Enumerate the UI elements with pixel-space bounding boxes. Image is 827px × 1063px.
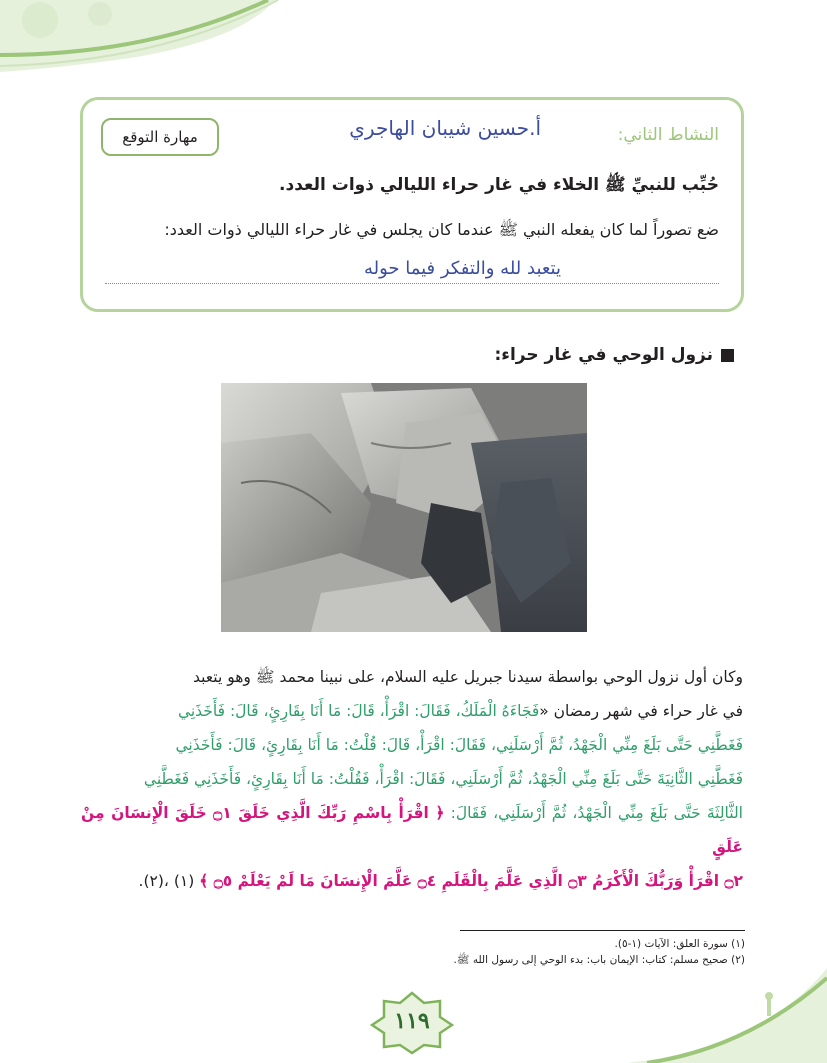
page-number: ١١٩: [394, 1008, 430, 1034]
cave-photo: [221, 383, 587, 632]
hadith-text-2: فَغَطَّنِي حَتَّى بَلَغَ مِنِّي الْجَهْدُ، ثُمَّ أَرْسَلَنِي، فَقَالَ: اقْرَأْ، قَالَ: قُلْتُ: مَا أَنَا بِقَارِئٍ، قَالَ: فَأَخَذَنِي: [175, 736, 743, 754]
answer-text: يتعبد لله والتفكر فيما حوله: [363, 258, 561, 279]
footnote-refs: (١) ،(٢).: [138, 872, 200, 890]
body-line-5: [81, 796, 743, 864]
bottom-right-decoration: [627, 968, 827, 1063]
author-name: أ.حسين شيبان الهاجري: [349, 116, 541, 140]
top-left-decoration: [0, 0, 280, 75]
hadith-text-4: الثَّالِثَةَ حَتَّى بَلَغَ مِنِّي الْجَهْدُ، ثُمَّ أَرْسَلَنِي، فَقَالَ:: [450, 804, 743, 822]
body-line-2-plain: في غار حراء في شهر رمضان «: [539, 702, 743, 720]
body-line-6: [81, 864, 743, 898]
footnote-1: (١) سورة العلق: الآيات (١-٥).: [614, 938, 745, 950]
footnote-divider: [460, 930, 745, 931]
activity-box: [80, 97, 744, 312]
answer-line: [105, 283, 719, 284]
footnote-2: (٢) صحيح مسلم: كتاب: الإيمان باب: بدء الوحي إلى رسول الله ﷺ.: [453, 954, 745, 966]
skill-badge: مهارة التوقع: [101, 118, 219, 156]
body-paragraph: [81, 660, 743, 898]
quran-verse-2: ۝٢ اقْرَأْ وَرَبُّكَ الْأَكْرَمُ ۝٣ الَّذِي عَلَّمَ بِالْقَلَمِ ۝٤ عَلَّمَ الْإِنسَانَ مَا لَمْ يَعْلَمْ ۝٥ ﴾: [199, 872, 743, 890]
activity-question: ضع تصوراً لما كان يفعله النبي ﷺ عندما كان يجلس في غار حراء الليالي ذوات العدد:: [164, 220, 719, 239]
section-heading: [494, 345, 734, 365]
bullet-square-icon: [721, 349, 734, 362]
quran-verse-1: ﴿ اقْرَأْ بِاسْمِ رَبِّكَ الَّذِي خَلَقَ ۝١ خَلَقَ الْإِنسَانَ مِنْ عَلَقٍ: [81, 804, 743, 856]
activity-label: النشاط الثاني:: [617, 125, 719, 145]
cave-rocks-image: [221, 383, 587, 632]
body-line-1: وكان أول نزول الوحي بواسطة سيدنا جبريل عليه السلام، على نبينا محمد ﷺ وهو يتعبد: [192, 668, 743, 686]
page-number-badge: [370, 991, 454, 1055]
section-heading-text: نزول الوحي في غار حراء:: [494, 345, 713, 365]
footnotes: [453, 936, 745, 968]
activity-statement: حُبِّب للنبيِّ ﷺ الخلاء في غار حراء الليالي ذوات العدد.: [279, 175, 719, 195]
hadith-text-3: فَغَطَّنِي الثَّانِيَةَ حَتَّى بَلَغَ مِنِّي الْجَهْدُ، ثُمَّ أَرْسَلَنِي، فَقَالَ: اقْرَأْ، فَقُلْتُ: مَا أَنَا بِقَارِئٍ، فَأَخَذَنِي فَغَطَّنِي: [143, 770, 743, 788]
hadith-text-1: فَجَاءَهُ الْمَلَكُ، فَقَالَ: اقْرَأْ، قَالَ: مَا أَنَا بِقَارِئٍ، قَالَ: فَأَخَذَنِي: [177, 702, 540, 720]
body-line-2: [81, 694, 743, 728]
